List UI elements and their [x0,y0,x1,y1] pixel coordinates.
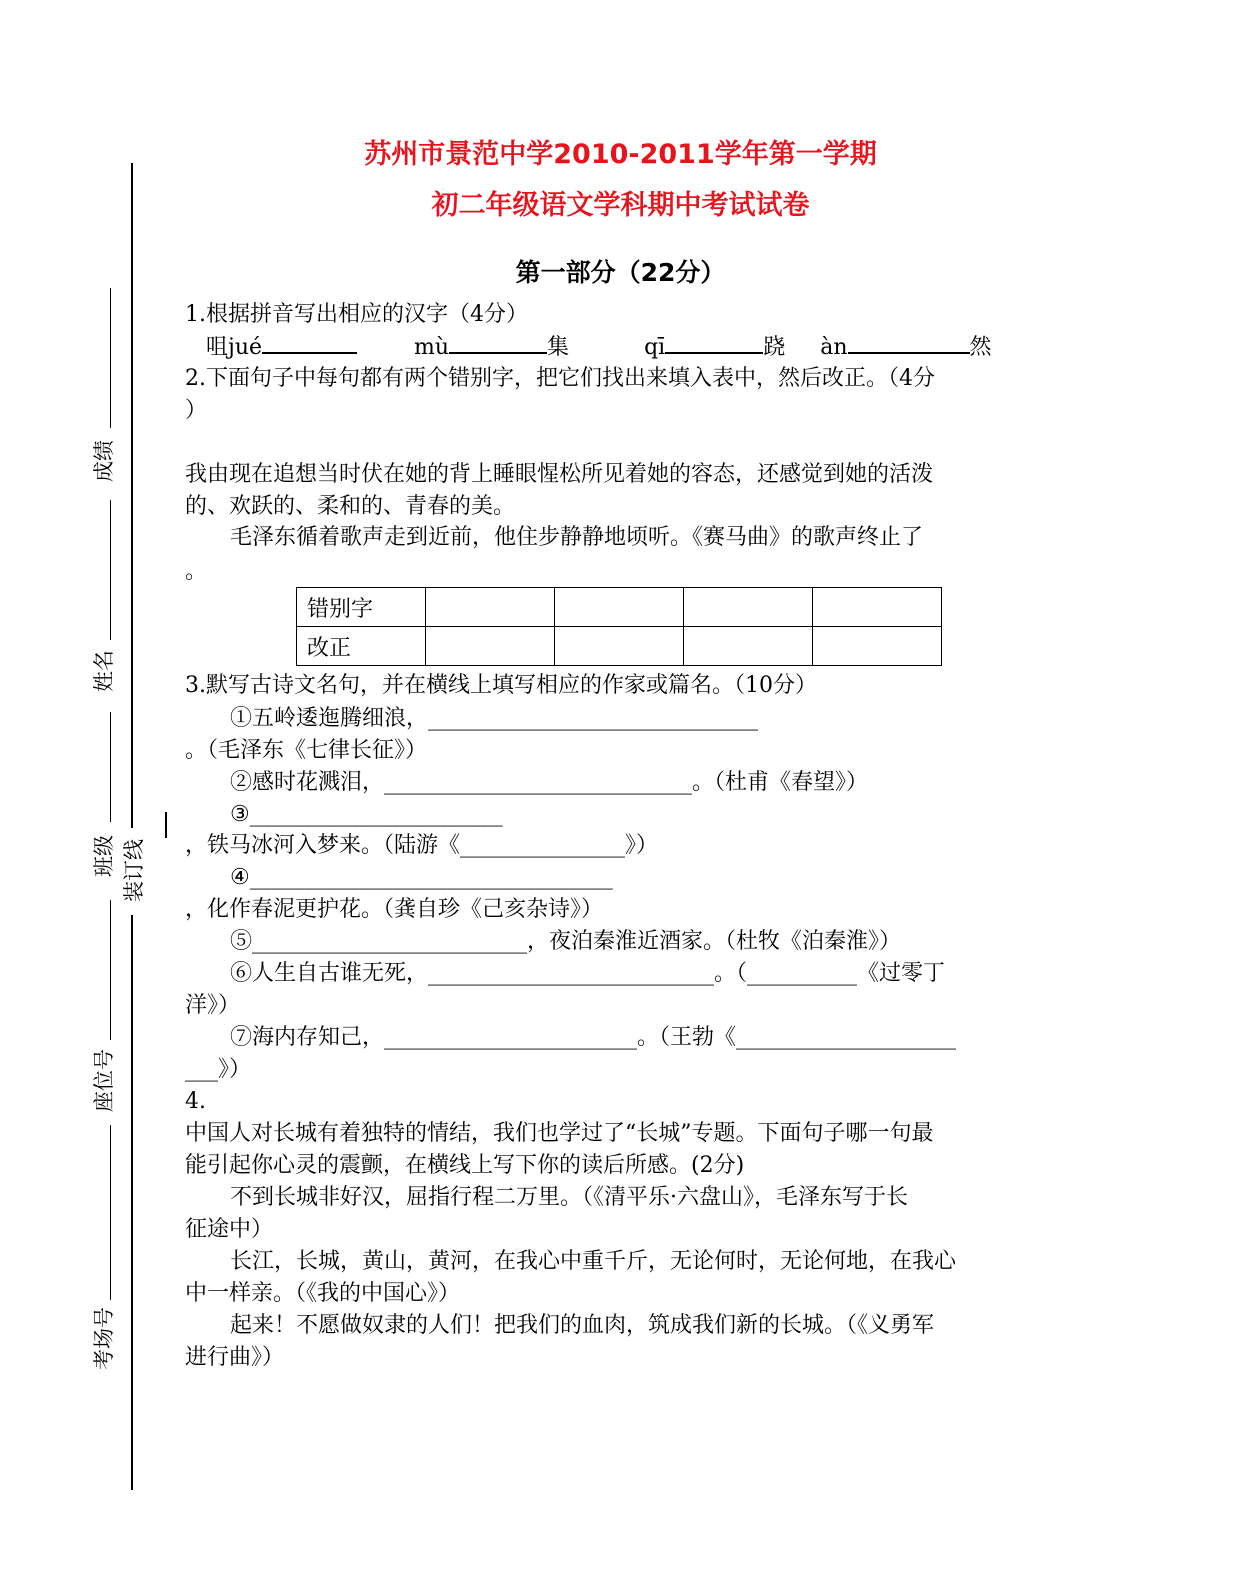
q3-line5[interactable]: ，铁马冰河入梦来。（陆游《_______________》） [185,833,659,858]
q4-sentence3-line1: 起来！不愿做奴隶的人们！把我们的血肉，筑成我们新的长城。（《义勇军 [230,1313,935,1338]
score-blank[interactable] [110,288,111,428]
q3-line6[interactable]: ④_________________________________ [230,865,613,890]
q2-answer-table [296,587,942,666]
q1-b-suffix: 集 [547,335,570,360]
q3-line12[interactable]: ___》） [185,1057,252,1082]
name-label: 姓名 [92,650,116,692]
table-row [297,588,942,627]
q3-line11[interactable]: ⑦海内存知己，_______________________。（王勃《____________________ [230,1025,957,1050]
room-label: 考场号 [92,1307,116,1370]
q3-line4[interactable]: ③_______________________ [230,802,503,827]
q1-b-blank[interactable] [449,332,547,354]
q2-sentence1-line1: 我由现在追想当时伏在她的背上睡眼惺松所见着她的容态，还感觉到她的活泼 [185,462,934,487]
table-cell[interactable] [813,627,942,666]
q2-sentence2-line1: 毛泽东循着歌声走到近前，他住步静静地顷听。《赛马曲》的歌声终止了 [230,525,924,550]
binding-tick-mark [165,812,167,838]
q3-line8[interactable]: ⑤_________________________，夜泊秦淮近酒家。（杜牧《泊秦淮》） [230,929,902,954]
q2-sentence1-line2: 的、欢跃的、柔和的、青春的美。 [185,494,516,519]
q4-sentence1-line2: 征途中） [185,1217,274,1242]
q4-sentence2-line1: 长江，长城，黄山，黄河，在我心中重千斤，无论何时，无论何地，在我心 [230,1249,957,1274]
q1-c-prefix: qī [644,335,666,360]
class-blank[interactable] [110,712,111,822]
table-cell[interactable] [684,627,813,666]
q4-stem-line2: 能引起你心灵的震颤，在横线上写下你的读后所感。(2分) [185,1153,745,1178]
q4-stem-line1: 中国人对长城有着独特的情结，我们也学过了“长城”专题。下面句子哪一句最 [185,1121,934,1146]
binding-line-lower [131,915,133,1490]
class-label: 班级 [92,835,116,877]
q1-c-suffix: 跷 [763,335,786,360]
binding-line-label: 装订线 [122,839,146,902]
q1-c-blank[interactable] [665,332,763,354]
q2-stem-end: ） [185,398,208,423]
q3-line9[interactable]: ⑥人生自古谁无死，__________________________。（__________《过零丁 [230,961,946,986]
seat-label: 座位号 [92,1049,116,1112]
q3-line2: 。（毛泽东《七律长征》） [185,738,428,763]
score-label: 成绩 [92,440,116,482]
exam-title-line1: 苏州市景范中学2010-2011学年第一学期 [364,139,877,170]
q1-b-prefix: mù [414,335,450,360]
q3-line7: ，化作春泥更护花。（龚自珍《己亥杂诗》） [185,897,604,922]
seat-blank[interactable] [110,1125,111,1300]
q1-a-blank[interactable] [262,332,357,354]
name-blank[interactable] [110,500,111,640]
q4-sentence1-line1: 不到长城非好汉，屈指行程二万里。（《清平乐·六盘山》，毛泽东写于长 [230,1185,908,1210]
q2-stem: 2.下面句子中每句都有两个错别字，把它们找出来填入表中，然后改正。（4分 [185,366,935,391]
table-cell[interactable] [684,588,813,627]
q1-d-suffix: 然 [969,335,992,360]
q1-d-prefix: àn [820,335,848,360]
class-blank-lower[interactable] [110,900,111,1040]
table-row-label: 改正 [297,627,426,666]
q3-line1[interactable]: ①五岭逶迤腾细浪，______________________________ [230,706,759,731]
q1-items [206,332,992,363]
q3-line10: 洋》） [185,993,241,1018]
q3-stem: 3.默写古诗文名句，并在横线上填写相应的作家或篇名。（10分） [185,673,817,698]
q4-sentence3-line2: 进行曲》） [185,1345,285,1370]
table-row-label: 错别字 [297,588,426,627]
q4-sentence2-line2: 中一样亲。（《我的中国心》） [185,1281,461,1306]
exam-title-line2: 初二年级语文学科期中考试试卷 [431,190,810,221]
table-cell[interactable] [426,627,555,666]
q1-stem: 1.根据拼音写出相应的汉字（4分） [185,302,528,327]
table-cell[interactable] [813,588,942,627]
table-cell[interactable] [555,588,684,627]
section-heading: 第一部分（22分） [515,258,726,287]
q1-d-blank[interactable] [848,332,970,354]
q1-a-prefix: 咀jué [206,335,263,360]
table-cell[interactable] [555,627,684,666]
q4-number: 4. [185,1089,206,1114]
table-row [297,627,942,666]
q3-line3[interactable]: ②感时花溅泪，____________________________。（杜甫《春望》） [230,770,869,795]
q2-sentence2-line2: 。 [185,559,208,584]
table-cell[interactable] [426,588,555,627]
